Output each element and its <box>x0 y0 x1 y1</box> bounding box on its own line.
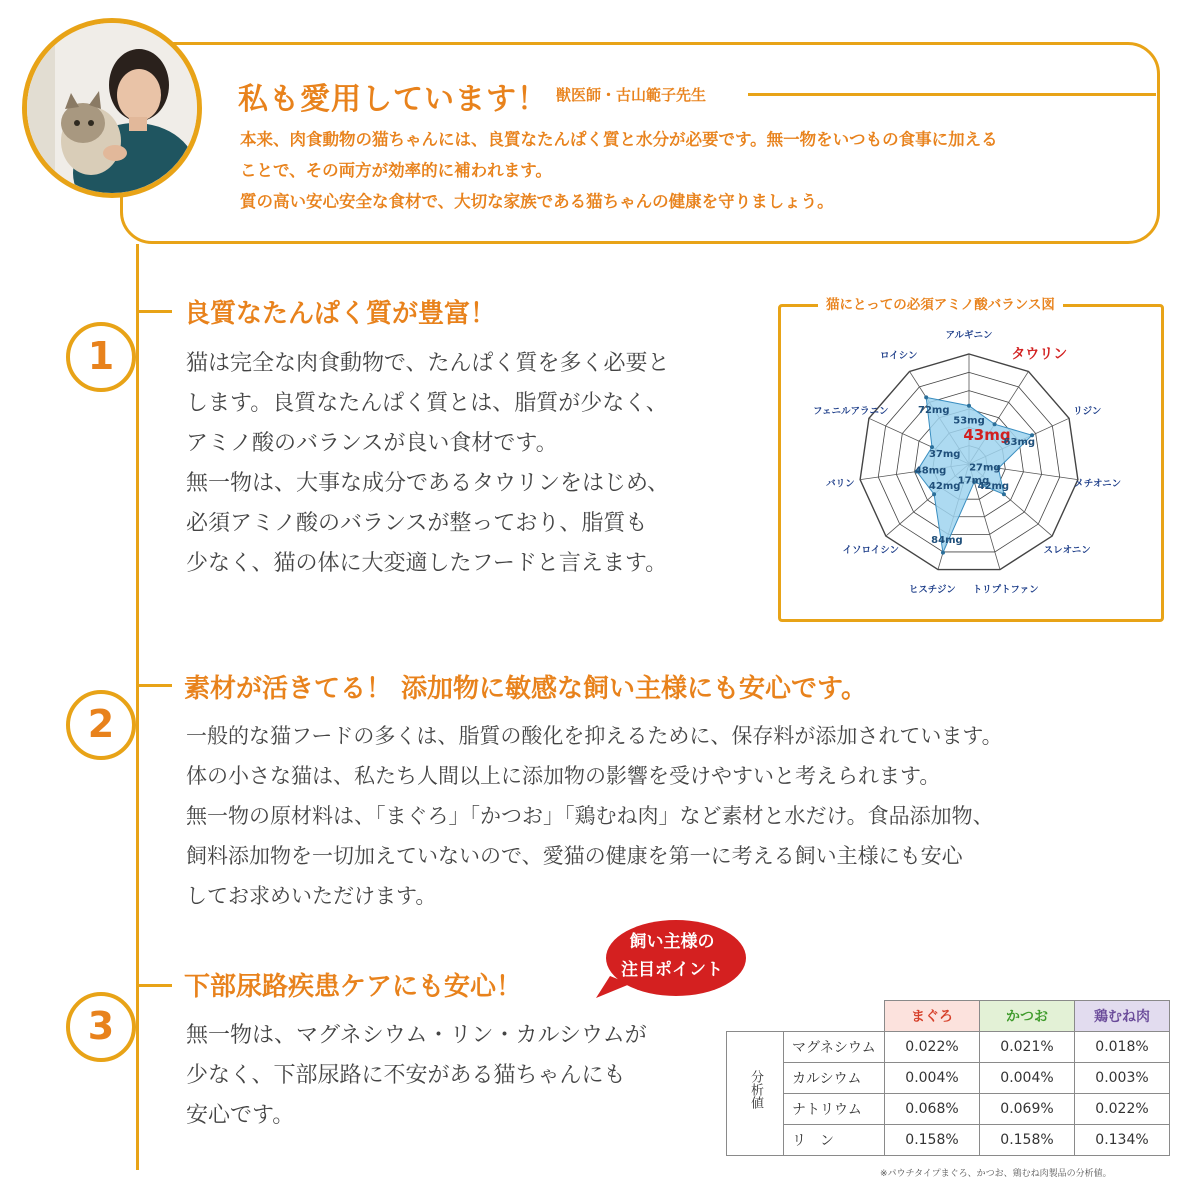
radar-axis-label: イソロイシン <box>842 545 899 557</box>
testimonial-rule <box>748 93 1156 96</box>
analysis-side-label <box>727 1032 784 1156</box>
table-row <box>727 1032 1170 1063</box>
radar-data-point <box>924 395 928 399</box>
radar-axis-label: スレオニン <box>1043 545 1091 557</box>
radar-axis-label: ロイシン <box>879 350 918 362</box>
radar-axis-label: バリン <box>826 478 855 490</box>
table-cell: 0.022% <box>1075 1094 1170 1125</box>
table-cell: 0.069% <box>980 1094 1075 1125</box>
nutrient-name: リ ン <box>784 1125 885 1156</box>
table-header-row <box>727 1001 1170 1032</box>
testimonial-title: 私も愛用しています！ <box>238 82 548 117</box>
section-3-body <box>186 1016 647 1136</box>
badge-line: 飼い主様の <box>629 932 715 952</box>
section-3-number: 3 <box>66 992 136 1062</box>
radar-axis-label: トリプトファン <box>972 584 1039 596</box>
radar-value-label: 63mg <box>1003 437 1036 449</box>
table-row <box>727 1094 1170 1125</box>
testimonial-subtitle: 獣医師・古山範子先生 <box>556 86 707 104</box>
radar-value-label: 17mg <box>957 475 990 487</box>
table-cell: 0.022% <box>885 1032 980 1063</box>
radar-data-point <box>932 492 936 496</box>
section-2-line: 一般的な猫フードの多くは、脂質の酸化を抑えるために、保存料が添加されています。 <box>186 724 1003 748</box>
radar-value-label: 84mg <box>931 535 963 547</box>
timeline-line <box>136 244 139 1170</box>
radar-value-label: 48mg <box>914 465 947 477</box>
nutrient-name: マグネシウム <box>784 1032 885 1063</box>
section-1-number: 1 <box>66 322 136 392</box>
table-row <box>727 1063 1170 1094</box>
table-cell: 0.004% <box>980 1063 1075 1094</box>
table-cell: 0.158% <box>885 1125 980 1156</box>
nutrient-name: カルシウム <box>784 1063 885 1094</box>
section-2-connector <box>138 684 172 687</box>
radar-value-label: 43mg <box>963 425 1011 444</box>
vet-with-cat-illustration <box>27 23 197 193</box>
section-3-title: 下部尿路疾患ケアにも安心！ <box>184 972 523 1002</box>
radar-value-label: 27mg <box>969 462 1001 474</box>
table-corner <box>727 1001 885 1032</box>
column-header-bonito: かつお <box>980 1001 1075 1032</box>
radar-chart <box>781 318 1161 618</box>
section-2-title: 素材が活きてる！ 添加物に敏感な飼い主様にも安心です。 <box>184 674 867 704</box>
testimonial-line: 本来、肉食動物の猫ちゃんには、良質なたんぱく質と水分が必要です。無一物をいつもの食事に加える <box>240 130 998 149</box>
section-1-line: 無一物は、大事な成分であるタウリンをはじめ、 <box>186 471 670 496</box>
table-row <box>727 1125 1170 1156</box>
attention-badge-text <box>600 928 744 984</box>
section-1-line: 必須アミノ酸のバランスが整っており、脂質も <box>186 511 648 536</box>
radar-value-label: 37mg <box>928 448 961 460</box>
section-1-line: します。良質なたんぱく質とは、脂質が少なく、 <box>186 391 668 416</box>
table-cell: 0.018% <box>1075 1032 1170 1063</box>
testimonial-line: ことで、その両方が効率的に補われます。 <box>240 161 552 180</box>
section-1-connector <box>138 310 172 313</box>
table-cell: 0.068% <box>885 1094 980 1125</box>
section-2-line: してお求めいただけます。 <box>186 884 437 908</box>
section-2-number: 2 <box>66 690 136 760</box>
nutrient-table <box>726 1000 1170 1156</box>
badge-line: 注目ポイント <box>621 960 723 980</box>
column-header-tuna: まぐろ <box>885 1001 980 1032</box>
table-cell: 0.003% <box>1075 1063 1170 1094</box>
section-3-line: 無一物は、マグネシウム・リン・カルシウムが <box>186 1023 647 1048</box>
radar-data-point <box>1002 492 1006 496</box>
section-2-line: 体の小さな猫は、私たち人間以上に添加物の影響を受けやすいと考えられます。 <box>186 764 941 788</box>
radar-data-point <box>941 551 945 555</box>
nutrient-name: ナトリウム <box>784 1094 885 1125</box>
section-1-line: アミノ酸のバランスが良い食材です。 <box>186 431 558 456</box>
radar-value-label: 42mg <box>928 481 961 493</box>
radar-axis-label: アルギニン <box>945 330 993 341</box>
column-header-chicken: 鶏むね肉 <box>1075 1001 1170 1032</box>
radar-value-label: 72mg <box>918 405 950 417</box>
table-cell: 0.021% <box>980 1032 1075 1063</box>
radar-value-label: 53mg <box>953 415 985 427</box>
section-3-line: 安心です。 <box>186 1103 295 1128</box>
section-2-line: 飼料添加物を一切加えていないので、愛猫の健康を第一に考える飼い主様にも安心 <box>186 844 963 868</box>
table-footnote: ※パウチタイプまぐろ、かつお、鶏むね肉製品の分析値。 <box>880 1169 1112 1179</box>
section-1-line: 猫は完全な肉食動物で、たんぱく質を多く必要と <box>186 351 670 376</box>
table-cell: 0.134% <box>1075 1125 1170 1156</box>
section-2-body <box>186 716 1003 916</box>
testimonial-body <box>240 124 1146 217</box>
radar-axis-label: メチオニン <box>1074 478 1122 490</box>
table-cell: 0.158% <box>980 1125 1075 1156</box>
section-2-line: 無一物の原材料は、「まぐろ」「かつお」「鶏むね肉」など素材と水だけ。食品添加物、 <box>186 804 994 828</box>
section-1-line: 少なく、猫の体に大変適したフードと言えます。 <box>186 551 668 576</box>
section-1-body <box>186 344 670 584</box>
radar-axis-label: タウリン <box>1011 346 1068 363</box>
section-1-title: 良質なたんぱく質が豊富！ <box>184 299 497 329</box>
radar-chart-title: 猫にとっての必須アミノ酸バランス図 <box>818 293 1063 313</box>
section-3-connector <box>138 984 172 987</box>
radar-axis-label: リジン <box>1073 405 1102 417</box>
table-cell: 0.004% <box>885 1063 980 1094</box>
radar-axis-label: フェニルアラニン <box>812 405 889 417</box>
avatar <box>22 18 202 198</box>
side-label-text: 分析値 <box>748 1069 763 1109</box>
radar-value-label: 42mg <box>977 481 1010 493</box>
testimonial-line: 質の高い安心安全な食材で、大切な家族である猫ちゃんの健康を守りましょう。 <box>240 192 834 211</box>
section-3-line: 少なく、下部尿路に不安がある猫ちゃんにも <box>186 1063 626 1088</box>
radar-axis-label: ヒスチジン <box>908 584 956 596</box>
radar-data-point <box>967 404 971 408</box>
